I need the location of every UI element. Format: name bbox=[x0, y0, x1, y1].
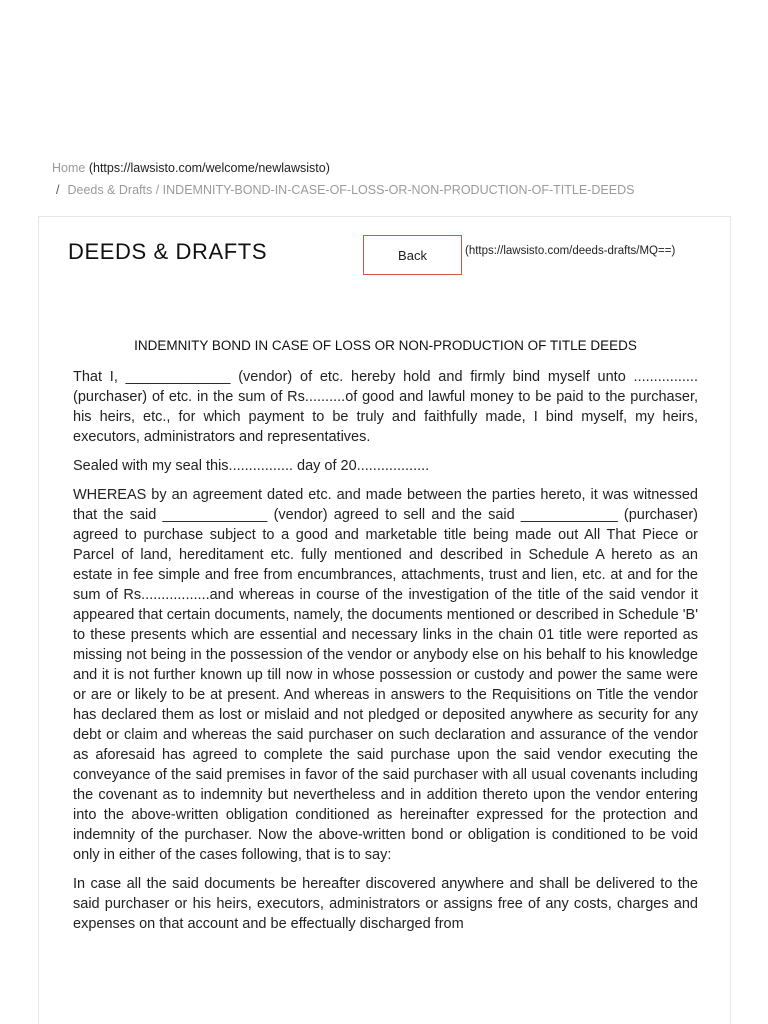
document-title: INDEMNITY BOND IN CASE OF LOSS OR NON-PRODUCTION OF TITLE DEEDS bbox=[134, 338, 637, 353]
breadcrumb-line-1 bbox=[52, 157, 742, 179]
breadcrumb-section-link[interactable]: Deeds & Drafts bbox=[67, 183, 153, 197]
back-button[interactable]: Back bbox=[363, 235, 462, 275]
page-title: DEEDS & DRAFTS bbox=[68, 239, 268, 264]
breadcrumb-home-url: (https://lawsisto.com/welcome/newlawsisto) bbox=[88, 161, 330, 175]
breadcrumb-separator: / bbox=[56, 183, 60, 197]
breadcrumb-home-link[interactable]: Home bbox=[52, 161, 86, 175]
document-paragraph: That I, _____________ (vendor) of etc. hereby hold and firmly bind myself unto ................ (purchaser) of etc. in the sum of Rs..........of good and lawful money to be paid to the purchaser, his heirs, etc., for which payment to be truly and faithfully made, I bind myself, my heirs, executors, administrators and representatives. bbox=[73, 369, 698, 445]
breadcrumb-current-page: / INDEMNITY-BOND-IN-CASE-OF-LOSS-OR-NON-PRODUCTION-OF-TITLE-DEEDS bbox=[152, 183, 635, 197]
back-url: (https://lawsisto.com/deeds-drafts/MQ==) bbox=[465, 245, 676, 257]
breadcrumb bbox=[52, 157, 742, 201]
breadcrumb-line-2 bbox=[52, 179, 742, 201]
document-paragraph: WHEREAS by an agreement dated etc. and made between the parties hereto, it was witnessed that the said _____________ (vendor) agreed to sell and the said ____________ (purchaser) agreed to purchase subject to a good and marketable title being made out All That Piece or Parcel of land, hereditament etc. fully mentioned and described in Schedule A hereto as an estate in fee simple and free from encumbrances, attachments, trust and lien, etc. at and for the sum of Rs.................and whereas in course of the investigation of the title of the said vendor it appeared that certain documents, namely, the documents mentioned or described in Schedule 'B' to these presents which are essential and necessary links in the chain 01 title were reported as missing not being in the possession of the vendor or anybody else on his behalf to his knowledge and it is not further known up till now in whose possession or custody and power the same were or are or likely to be at present. And whereas in answers to the Requisitions on Title the vendor has declared them as lost or mislaid and not pledged or deposited anywhere as security for any debt or claim and whereas the said purchaser on such declaration and assurance of the vendor as aforesaid has agreed to complete the said purchase upon the said vendor executing the conveyance of the said premises in favor of the said purchaser with all usual covenants including the covenant as to indemnity but nevertheless and in addition thereto upon the vendor entering into the above-written obligation conditioned as hereinafter expressed for the protection and indemnity of the purchaser. Now the above-written bond or obligation is conditioned to be void only in either of the cases following, that is to say: bbox=[73, 487, 698, 863]
deed-document bbox=[73, 335, 698, 943]
deed-card bbox=[38, 216, 731, 1024]
document-paragraph: Sealed with my seal this................ day of 20.................. bbox=[73, 458, 430, 474]
document-paragraph: In case all the said documents be hereafter discovered anywhere and shall be delivered to the said purchaser or his heirs, executors, administrators or assigns free of any costs, charges and expenses on that account and be effectually discharged from bbox=[73, 876, 698, 932]
